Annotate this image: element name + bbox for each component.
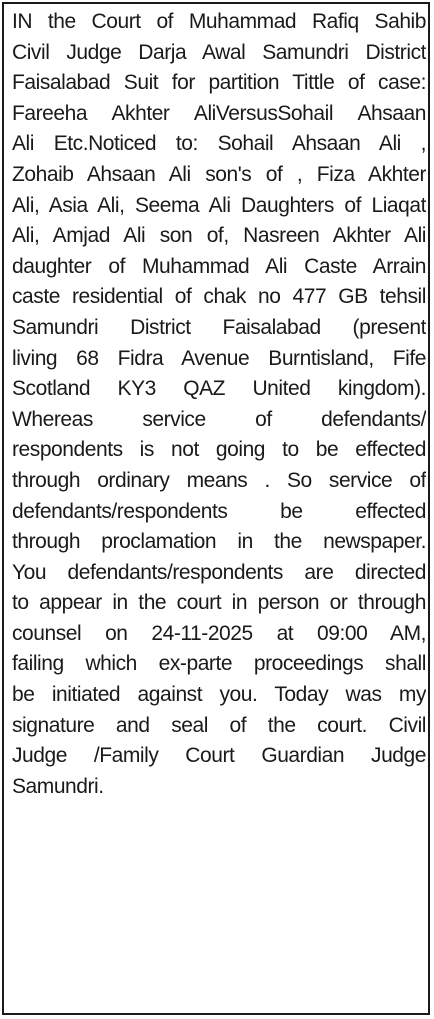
notice-line: Ali, Amjad Ali son of, Nasreen Akhter Ali	[12, 224, 426, 248]
notice-line: counsel on 24-11-2025 at 09:00 AM,	[12, 621, 426, 645]
notice-line: caste residential of chak no 477 GB tehsil	[12, 285, 426, 309]
notice-line: Samundri District Faisalabad (present	[12, 315, 426, 339]
notice-line: signature and seal of the court. Civil	[12, 713, 426, 737]
notice-line: You defendants/respondents are directed	[12, 560, 426, 584]
notice-line: Whereas service of defendants/	[12, 407, 426, 431]
notice-line: respondents is not going to be effected	[12, 438, 426, 462]
notice-line: daughter of Muhammad Ali Caste Arrain	[12, 254, 426, 278]
notice-line: IN the Court of Muhammad Rafiq Sahib	[12, 10, 426, 33]
notice-line: be initiated against you. Today was my	[12, 683, 426, 707]
notice-line: through ordinary means . So service of	[12, 468, 426, 492]
notice-body	[12, 7, 426, 802]
notice-line: Scotland KY3 QAZ United kingdom).	[12, 377, 426, 401]
notice-line: Judge /Family Court Guardian Judge	[12, 744, 426, 768]
notice-line: living 68 Fidra Avenue Burntisland, Fife	[12, 346, 426, 370]
notice-line: Samundri.	[12, 774, 104, 798]
notice-line: Civil Judge Darja Awal Samundri District	[12, 40, 426, 64]
notice-line: to appear in the court in person or through	[12, 591, 426, 615]
notice-line: Ali Etc.Noticed to: Sohail Ahsaan Ali ,	[12, 132, 426, 156]
court-notice	[2, 2, 430, 1015]
notice-line: defendants/respondents be effected	[12, 499, 426, 523]
notice-line: Zohaib Ahsaan Ali son's of , Fiza Akhter	[12, 162, 426, 186]
notice-line: Fareeha Akhter AliVersusSohail Ahsaan	[12, 101, 426, 125]
notice-line: Ali, Asia Ali, Seema Ali Daughters of Liaqat	[12, 193, 426, 217]
notice-line: failing which ex-parte proceedings shall	[12, 652, 426, 676]
notice-line: Faisalabad Suit for partition Tittle of case:	[12, 71, 426, 95]
notice-line: through proclamation in the newspaper.	[12, 530, 426, 554]
